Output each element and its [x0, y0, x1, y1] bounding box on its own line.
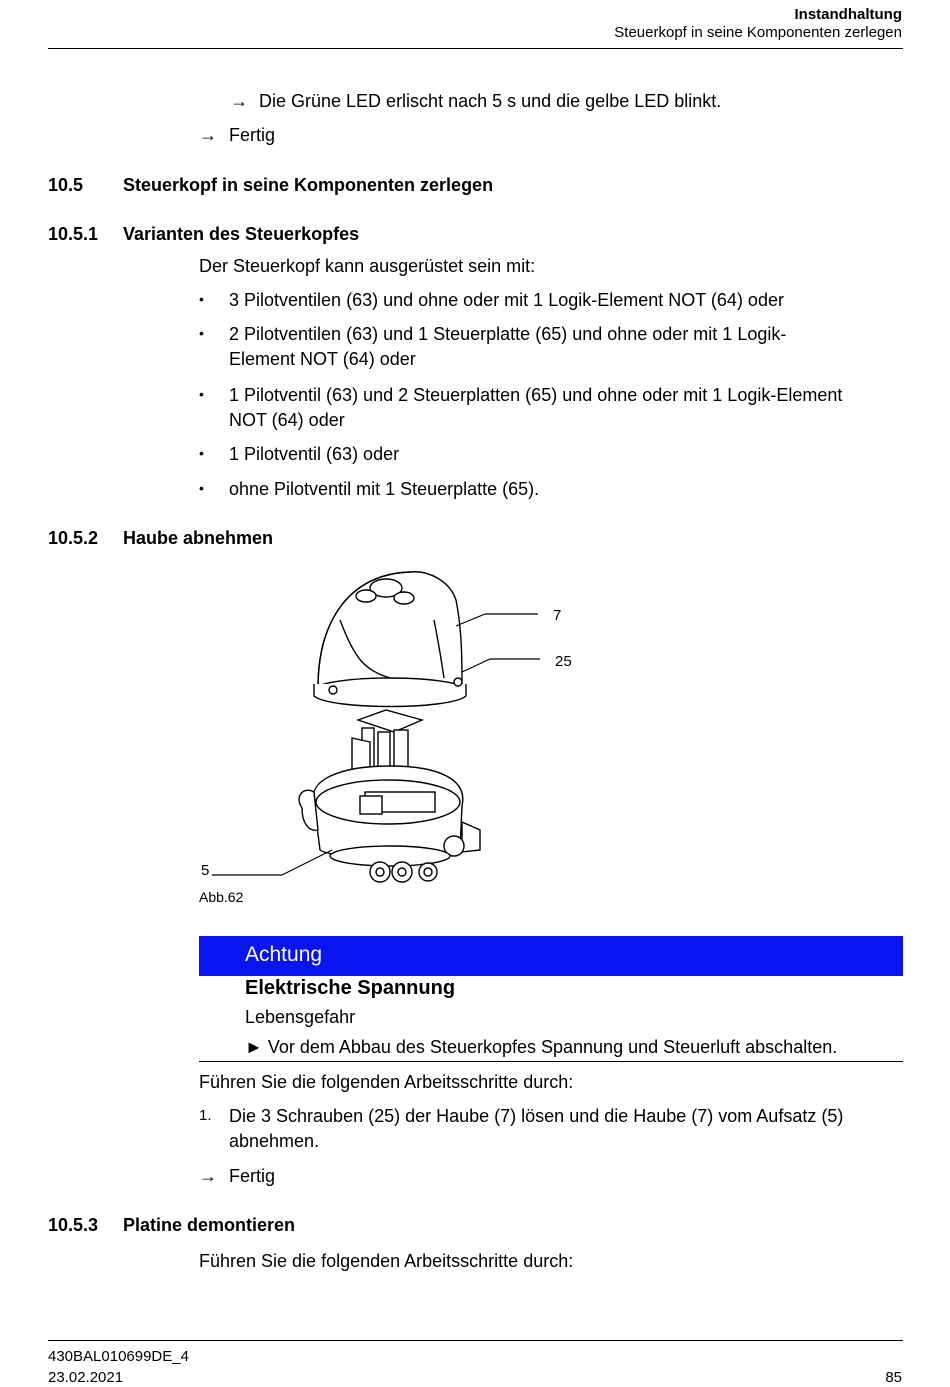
footer-date: 23.02.2021	[48, 1369, 124, 1386]
footer-rule	[48, 1340, 903, 1341]
bullet-icon: •	[199, 291, 204, 307]
subsection-title: Haube abnehmen	[123, 528, 274, 548]
footer-page-number: 85	[885, 1369, 902, 1386]
bullet-icon: •	[199, 480, 204, 496]
steps-intro: Führen Sie die folgenden Arbeitsschritte durch:	[199, 1072, 574, 1092]
subsection-title: Platine demontieren	[123, 1215, 296, 1235]
list-item: 1 Pilotventil (63) oder	[229, 444, 400, 464]
figure-caption: Abb.62	[199, 889, 244, 905]
section-title: Steuerkopf in seine Komponenten zerlegen	[123, 175, 494, 195]
warning-action: ► Vor dem Abbau des Steuerkopfes Spannung und Steuerluft abschalten.	[245, 1037, 838, 1057]
result-arrow-icon: →	[199, 1166, 217, 1186]
list-item-cont: Element NOT (64) oder	[229, 349, 416, 369]
bullet-icon: •	[199, 325, 204, 341]
warning-consequence: Lebensgefahr	[245, 1007, 356, 1027]
result-line-done: Fertig	[229, 1166, 276, 1186]
warning-title: Elektrische Spannung	[245, 977, 456, 999]
bullet-icon: •	[199, 445, 204, 461]
step-text-cont: abnehmen.	[229, 1131, 320, 1151]
subsection-title: Varianten des Steuerkopfes	[123, 224, 360, 244]
control-head-illustration	[190, 560, 610, 895]
warning-signal-word: Achtung	[245, 943, 323, 966]
subsection-number: 10.5.1	[48, 224, 99, 244]
figure-label-cover: 7	[553, 607, 562, 624]
list-item-cont: NOT (64) oder	[229, 410, 345, 430]
result-arrow-icon: →	[230, 91, 248, 111]
subsection-number: 10.5.2	[48, 528, 99, 548]
figure-label-screw: 25	[555, 653, 572, 670]
figure-label-base: 5	[201, 862, 210, 879]
bullet-icon: •	[199, 386, 204, 402]
footer-doc-number: 430BAL010699DE_4	[48, 1348, 189, 1365]
list-item: ohne Pilotventil mit 1 Steuerplatte (65).	[229, 479, 540, 499]
header-rule	[48, 48, 903, 49]
result-line-done: Fertig	[229, 125, 276, 145]
list-item: 3 Pilotventilen (63) und ohne oder mit 1 Logik-Element NOT (64) oder	[229, 290, 784, 310]
result-line-led: Die Grüne LED erlischt nach 5 s und die gelbe LED blinkt.	[259, 91, 722, 111]
header-chapter: Instandhaltung	[794, 6, 902, 23]
intro-text: Der Steuerkopf kann ausgerüstet sein mit:	[199, 256, 536, 276]
list-item: 2 Pilotventilen (63) und 1 Steuerplatte (65) und ohne oder mit 1 Logik-	[229, 324, 787, 344]
result-arrow-icon: →	[199, 125, 217, 145]
subsection-number: 10.5.3	[48, 1215, 99, 1235]
step-text: Die 3 Schrauben (25) der Haube (7) lösen und die Haube (7) vom Aufsatz (5)	[229, 1106, 844, 1126]
header-section: Steuerkopf in seine Komponenten zerlegen	[614, 24, 902, 41]
steps-intro: Führen Sie die folgenden Arbeitsschritte durch:	[199, 1251, 574, 1271]
section-number: 10.5	[48, 175, 84, 195]
warning-bottom-rule	[199, 1061, 903, 1062]
step-number: 1.	[199, 1107, 212, 1124]
list-item: 1 Pilotventil (63) und 2 Steuerplatten (65) und ohne oder mit 1 Logik-Element	[229, 385, 843, 405]
